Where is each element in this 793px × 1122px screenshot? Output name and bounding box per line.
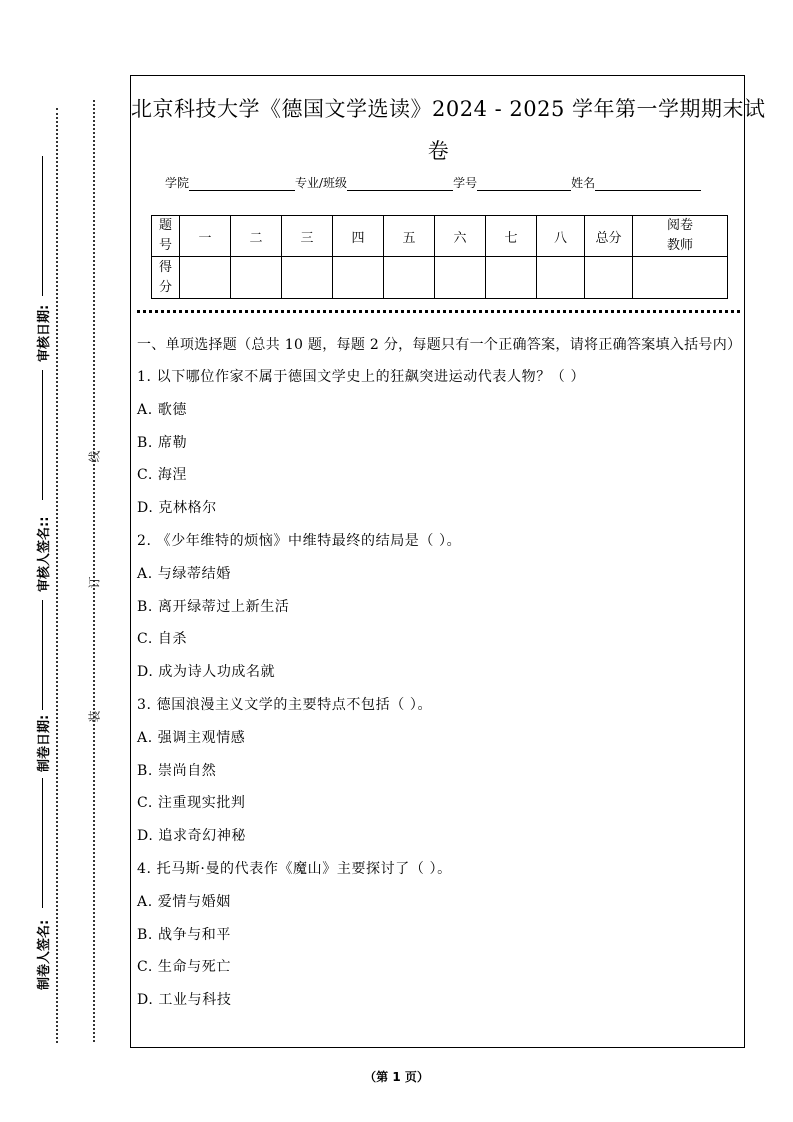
col-4: 四 <box>333 216 384 257</box>
student-id-field[interactable] <box>477 178 571 191</box>
option-d: D. 克林格尔 <box>137 500 217 517</box>
question-stem: 1. 以下哪位作家不属于德国文学史上的狂飙突进运动代表人物？（ ） <box>137 369 586 385</box>
binding-char-bind: 装 <box>87 710 102 723</box>
reviewer-cell[interactable] <box>633 257 728 299</box>
name-field[interactable] <box>595 178 701 191</box>
option-a: A. 爱情与婚姻 <box>137 893 231 910</box>
score-cell[interactable] <box>333 257 384 299</box>
col-total: 总分 <box>585 216 633 257</box>
question-3 <box>137 694 737 858</box>
question-stem: 3. 德国浪漫主义文学的主要特点不包括（ ）。 <box>137 696 433 713</box>
exam-frame <box>130 75 766 1048</box>
question-number-header: 题 号 <box>152 216 180 257</box>
exam-title <box>131 88 766 172</box>
score-cell[interactable] <box>537 257 585 299</box>
question-stem: 2. 《少年维特的烦恼》中维特最终的结局是（ ）。 <box>137 532 462 549</box>
score-cell[interactable] <box>384 257 435 299</box>
major-class-label: 专业/班级 <box>295 176 348 190</box>
college-label: 学院 <box>165 176 190 190</box>
option-d: D. 追求奇幻神秘 <box>137 828 247 845</box>
col-6: 六 <box>435 216 486 257</box>
score-table-score-row <box>152 257 728 299</box>
option-d: D. 成为诗人功成名就 <box>137 664 276 681</box>
col-1: 一 <box>180 216 231 257</box>
question-4 <box>137 858 737 1022</box>
paper-maker-signature-label: 制卷人签名: <box>37 919 52 990</box>
option-b: B. 席勒 <box>137 434 188 451</box>
student-id-label: 学号 <box>453 176 478 190</box>
college-field[interactable] <box>189 178 295 191</box>
score-cell[interactable] <box>231 257 282 299</box>
option-d: D. 工业与科技 <box>137 992 232 1009</box>
signature-line <box>42 370 43 500</box>
option-a: A. 强调主观情感 <box>137 729 246 746</box>
question-stem: 4. 托马斯·曼的代表作《魔山》主要探讨了（ ）。 <box>137 860 452 877</box>
binding-char-line: 线 <box>87 450 102 463</box>
signature-line <box>42 778 43 908</box>
score-table <box>151 215 728 299</box>
section-heading: 一、单项选择题（总共 10 题，每题 2 分，每题只有一个正确答案，请将正确答案填入括号内） <box>137 337 742 353</box>
exam-title-line1: 北京科技大学《德国文学选读》2024 - 2025 学年第一学期期末试 <box>131 97 766 121</box>
col-8: 八 <box>537 216 585 257</box>
score-cell-total[interactable] <box>585 257 633 299</box>
option-c: C. 注重现实批判 <box>137 795 246 812</box>
dotted-separator <box>137 310 740 313</box>
dotted-line-inner <box>93 100 95 1042</box>
question-2 <box>137 530 737 694</box>
score-header: 得 分 <box>152 257 180 299</box>
reviewer-signature-label: 审核人签名:: <box>37 516 52 592</box>
col-7: 七 <box>486 216 537 257</box>
col-5: 五 <box>384 216 435 257</box>
option-b: B. 崇尚自然 <box>137 762 217 779</box>
option-c: C. 生命与死亡 <box>137 959 231 976</box>
score-cell[interactable] <box>180 257 231 299</box>
binding-char-staple: 订 <box>87 576 102 589</box>
score-table-header-row <box>152 216 728 257</box>
question-1 <box>137 366 737 530</box>
major-class-field[interactable] <box>347 178 453 191</box>
exam-body <box>137 334 742 1022</box>
page-number: （第 1 页） <box>364 1070 429 1084</box>
review-date-label: 审核日期: <box>37 304 52 362</box>
dotted-line-outer <box>56 108 58 1043</box>
paper-date-label: 制卷日期: <box>37 714 52 772</box>
option-c: C. 自杀 <box>137 631 188 648</box>
name-label: 姓名 <box>571 176 596 190</box>
option-c: C. 海涅 <box>137 467 188 484</box>
score-cell[interactable] <box>435 257 486 299</box>
option-b: B. 战争与和平 <box>137 926 231 943</box>
score-cell[interactable] <box>486 257 537 299</box>
col-3: 三 <box>282 216 333 257</box>
signature-line <box>42 156 43 296</box>
exam-title-line2: 卷 <box>427 139 450 163</box>
student-info <box>165 174 701 191</box>
option-b: B. 离开绿蒂过上新生活 <box>137 598 290 615</box>
reviewer-header: 阅卷 教师 <box>633 216 728 257</box>
signature-line <box>42 600 43 710</box>
score-cell[interactable] <box>282 257 333 299</box>
option-a: A. 与绿蒂结婚 <box>137 565 231 582</box>
col-2: 二 <box>231 216 282 257</box>
option-a: A. 歌德 <box>137 401 188 418</box>
